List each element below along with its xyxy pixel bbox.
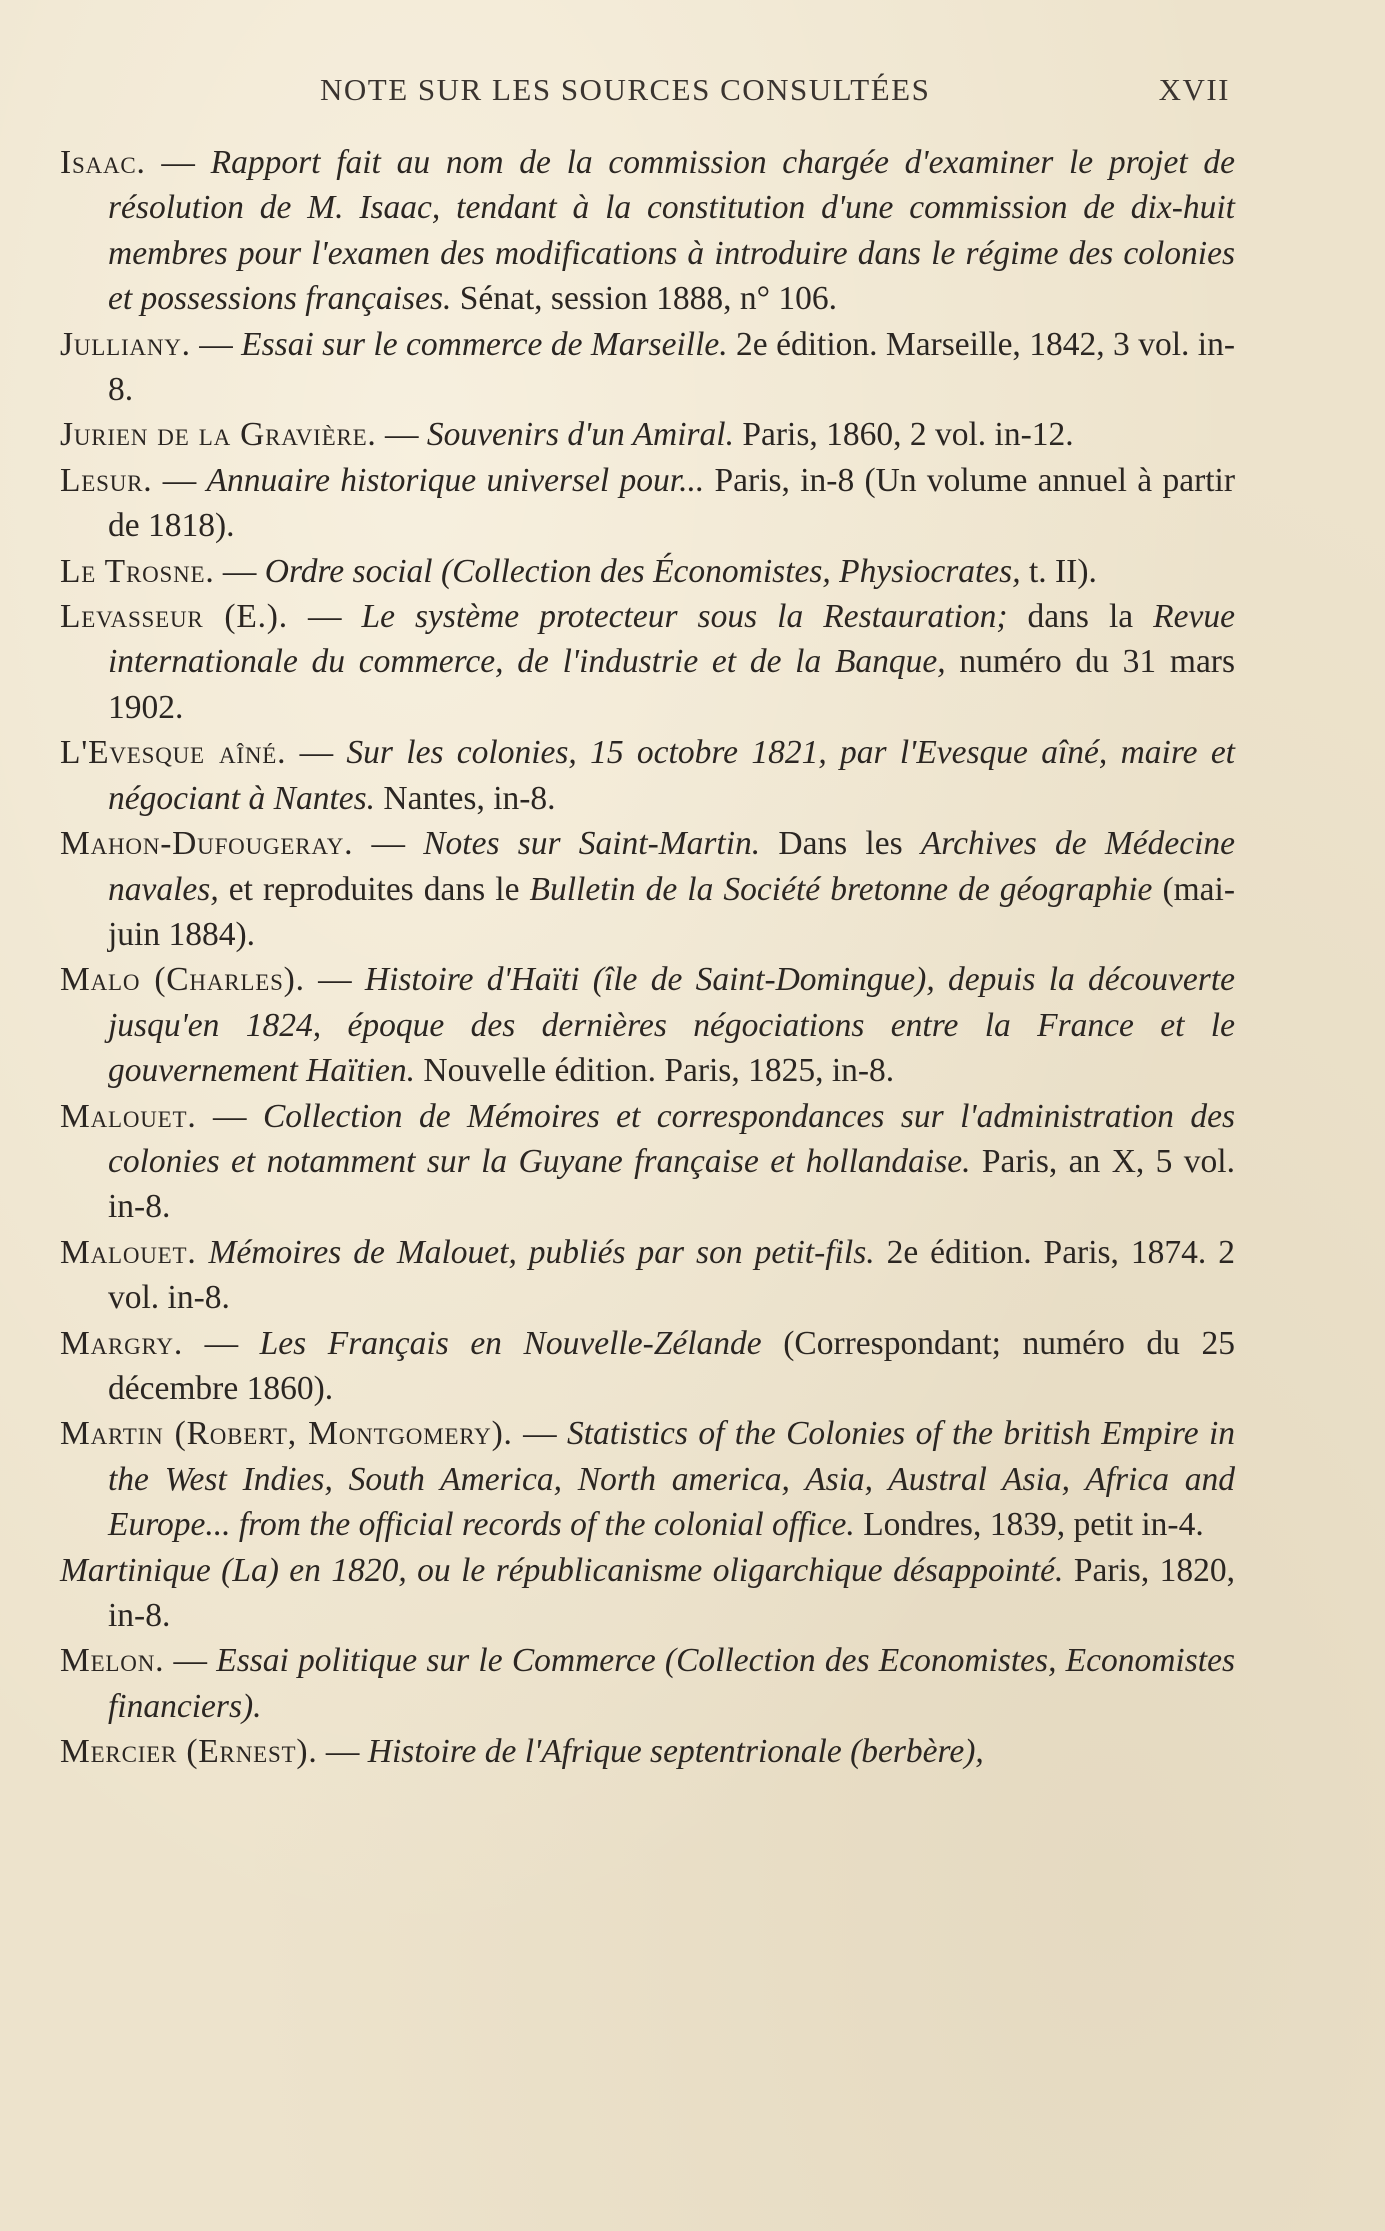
entry-journal-title: Revue internationale du commerce, de l'industrie et de la Banque, [108, 598, 1235, 681]
entry-details: Paris, 1860, 2 vol. in-12. [734, 416, 1074, 454]
entry-author: Malo (Charles). [60, 961, 305, 999]
entry-separator [197, 1234, 209, 1271]
entry-title: Ordre social (Collection des Économistes, Physiocrates, [264, 552, 1021, 590]
bibliography-entry [60, 412, 1235, 457]
bibliography-entry [60, 1094, 1235, 1230]
entry-separator: — [196, 1097, 263, 1135]
entry-details: t. II). [1020, 552, 1097, 590]
entry-title: Les Français en Nouvelle-Zélande [259, 1324, 762, 1362]
bibliography-entry [60, 549, 1235, 594]
entry-author: Malouet. [60, 1233, 197, 1271]
entry-separator: — [512, 1415, 567, 1453]
entry-details: (mai-juin 1884). [108, 870, 1235, 953]
entry-separator: — [353, 825, 424, 863]
entry-author: L'Evesque aîné. [60, 734, 287, 772]
entry-separator: — [214, 552, 265, 590]
bibliography-entry [60, 730, 1235, 821]
bibliography-entry [60, 1638, 1235, 1729]
entry-author: Isaac. [60, 144, 146, 181]
entry-author: Le Trosne. [60, 552, 215, 590]
entry-author: Margry. [60, 1324, 184, 1362]
page-header [320, 72, 1230, 114]
entry-details: Paris, an X, 5 vol. in-8. [108, 1142, 1235, 1226]
entry-separator: — [145, 144, 211, 181]
bibliography-entry [60, 140, 1235, 322]
entry-author: Mahon-Dufougeray. [60, 825, 354, 863]
entry-title: Notes sur Saint-Martin. [423, 825, 761, 863]
entry-title: Martinique (La) en 1820, ou le républicanisme oligarchique désappointé. [60, 1551, 1064, 1589]
entry-details: 2e édition. Paris, 1874. 2 vol. in-8. [108, 1233, 1236, 1317]
entry-title: Essai politique sur le Commerce (Collection des Economistes, Economistes financiers). [108, 1642, 1235, 1725]
entry-details: Paris, in-8 (Un volume annuel à partir de 1818). [108, 461, 1235, 545]
entry-title: Sur les colonies, 15 octobre 1821, par l'Evesque aîné, maire et négociant à Nantes. [108, 734, 1235, 817]
entry-journal-title: Archives de Médecine navales, [108, 825, 1236, 908]
entry-title: Souvenirs d'un Amiral. [426, 416, 734, 454]
entry-separator: — [286, 734, 347, 772]
entry-connector: et reproduites dans le [218, 870, 530, 908]
bibliography-entry [60, 322, 1235, 413]
entry-separator: — [183, 1324, 260, 1362]
entry-title: Histoire de l'Afrique septentrionale (berbère), [367, 1733, 984, 1771]
entry-title: Le système protecteur sous la Restauration; [361, 598, 1008, 636]
bibliography-entry [60, 1230, 1235, 1321]
entry-author: Levasseur (E.). [60, 598, 288, 636]
entry-details: Londres, 1839, petit in-4. [854, 1506, 1204, 1544]
entry-author: Jurien de la Gravière. [60, 416, 377, 454]
bibliography-entry [60, 594, 1235, 730]
bibliography-entry [60, 1411, 1235, 1547]
entry-title: Rapport fait au nom de la commission chargée d'examiner le projet de résolution de M. Isaac, tendant à la constitution d'une commission de dix-huit membres pour l'examen des modifications à introduire dans le régime des colonies et possessions françaises. [108, 144, 1236, 318]
entry-connector: dans la [1007, 598, 1154, 636]
entry-title: Statistics of the Colonies of the british Empire in the West Indies, South America, North america, Asia, Austral Asia, Africa and Europe... from the official records of the colonial office. [108, 1415, 1236, 1544]
bibliography-entry [60, 458, 1235, 549]
bibliography-entry [60, 1729, 1235, 1774]
entry-separator: — [152, 461, 207, 499]
entry-separator: — [376, 416, 427, 454]
entry-details: (Correspondant; numéro du 25 décembre 1860). [108, 1324, 1235, 1407]
entry-details: Paris, 1820, in-8. [108, 1551, 1235, 1634]
entry-author: Lesur. [60, 461, 153, 499]
entry-separator: — [164, 1642, 217, 1680]
entry-author: Julliany. [60, 325, 191, 363]
bibliography-entry [60, 821, 1235, 957]
entry-title: Essai sur le commerce de Marseille. [241, 325, 728, 363]
bibliography-list [60, 140, 1235, 1775]
entry-journal-title: Bulletin de la Société bretonne de géographie [529, 870, 1153, 908]
entry-separator: — [304, 961, 365, 999]
running-title: NOTE SUR LES SOURCES CONSULTÉES [320, 72, 931, 107]
entry-title: Collection de Mémoires et correspondances sur l'administration des colonies et notamment sur la Guyane française et hollandaise. [108, 1097, 1236, 1180]
entry-details: Nouvelle édition. Paris, 1825, in-8. [415, 1052, 895, 1090]
bibliography-entry [60, 957, 1235, 1093]
entry-details: 2e édition. Marseille, 1842, 3 vol. in-8. [108, 325, 1236, 409]
entry-title: Mémoires de Malouet, publiés par son petit-fils. [208, 1233, 875, 1271]
entry-details: Nantes, in-8. [375, 779, 556, 817]
entry-separator: — [190, 325, 242, 363]
entry-author: Melon. [60, 1642, 165, 1680]
entry-title: Annuaire historique universel pour... [206, 461, 705, 499]
entry-author: Malouet. [60, 1097, 197, 1135]
entry-author: Martin (Robert, Montgomery). [60, 1415, 513, 1453]
bibliography-entry [60, 1321, 1235, 1412]
entry-separator: — [287, 598, 362, 636]
entry-title: Histoire d'Haïti (île de Saint-Domingue), depuis la découverte jusqu'en 1824, époque des dernières négociations entre la France et le gouvernement Haïtien. [108, 961, 1236, 1090]
entry-details: numéro du 31 mars 1902. [108, 643, 1236, 726]
entry-connector: Dans les [760, 825, 921, 863]
page-number: XVII [1158, 72, 1230, 107]
bibliography-entry [60, 1548, 1235, 1639]
entry-author: Mercier (Ernest). [60, 1733, 318, 1771]
entry-details: Sénat, session 1888, n° 106. [451, 280, 837, 318]
entry-separator: — [317, 1733, 368, 1771]
